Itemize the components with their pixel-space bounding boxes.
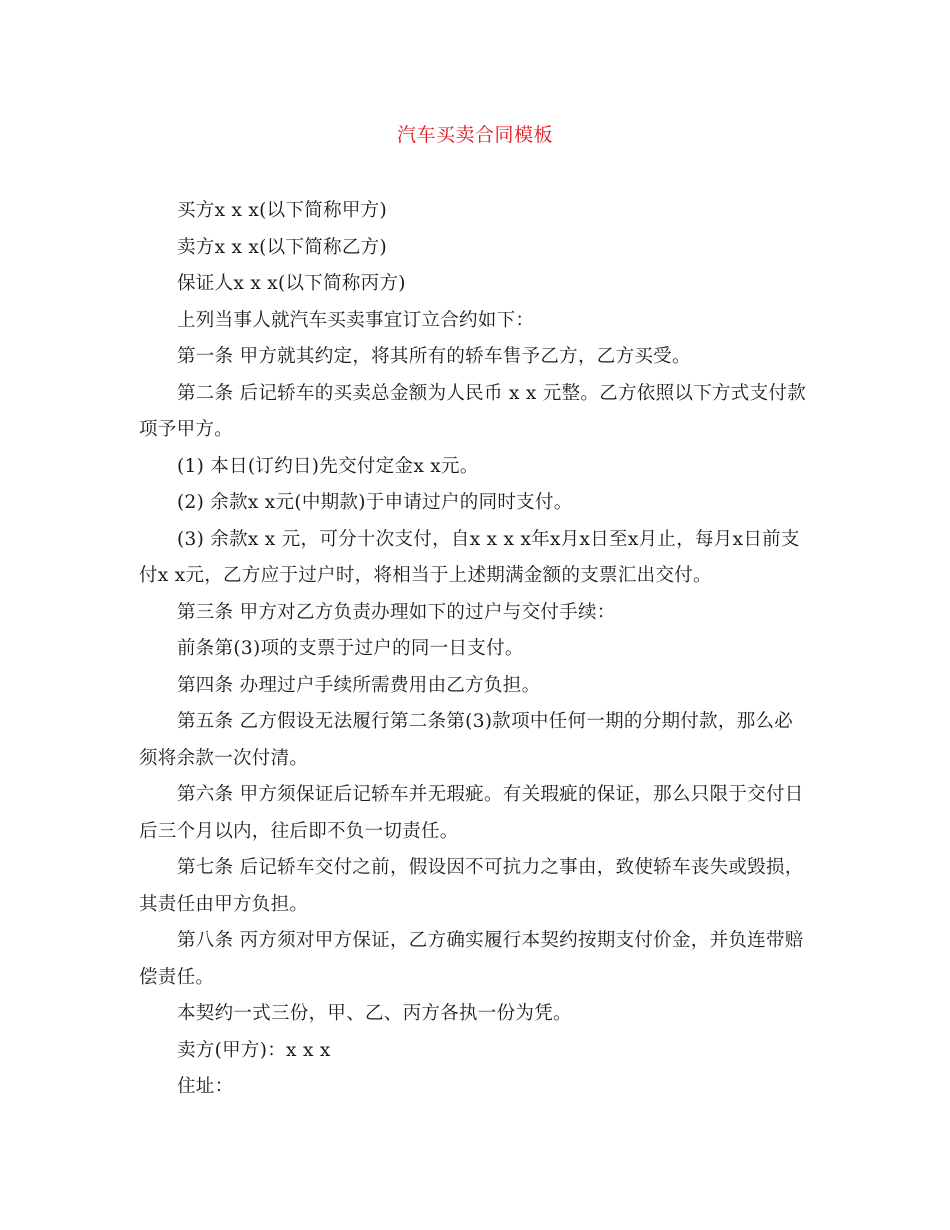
paragraph-article-4: 第四条 办理过户手续所需费用由乙方负担。 [177,674,541,696]
paragraph-copies: 本契约一式三份，甲、乙、丙方各执一份为凭。 [177,1003,572,1024]
paragraph-article-2: 第二条 后记轿车的买卖总金额为人民币 x x 元整。乙方依照以下方式支付款项予甲方。 [139,382,806,440]
document-title: 汽车买卖合同模板 [396,124,553,146]
paragraph-item-1: (1) 本日(订约日)先交付定金x x元。 [177,455,479,477]
paragraph-article-3-detail: 前条第(3)项的支票于过户的同一日支付。 [177,638,524,659]
paragraph-preamble: 上列当事人就汽车买卖事宜订立合约如下： [177,309,535,331]
paragraph-item-2: (2) 余款x x元(中期款)于申请过户的同时支付。 [177,492,573,513]
paragraph-seller: 卖方x x x(以下简称乙方) [177,236,387,258]
paragraph-address: 住址： [177,1076,234,1097]
paragraph-item-3: (3) 余款x x 元，可分十次支付，自x x x x年x月x日至x月止，每月x日前支付x x元，乙方应于过户时，将相当于上述期满金额的支票汇出交付。 [139,528,800,586]
paragraph-signature-seller: 卖方(甲方)：x x x [177,1039,331,1061]
paragraph-buyer: 买方x x x(以下简称甲方) [177,200,387,221]
paragraph-article-5: 第五条 乙方假设无法履行第二条第(3)款项中任何一期的分期付款，那么必须将余款一次付清。 [139,711,794,769]
paragraph-article-1: 第一条 甲方就其约定，将其所有的轿车售予乙方，乙方买受。 [177,346,691,367]
paragraph-article-6: 第六条 甲方须保证后记轿车并无瑕疵。有关瑕疵的保证，那么只限于交付日后三个月以内，往后即不负一切责任。 [139,784,804,842]
paragraph-article-8: 第八条 丙方须对甲方保证，乙方确实履行本契约按期支付价金，并负连带赔偿责任。 [139,930,804,988]
paragraph-article-7: 第七条 后记轿车交付之前，假设因不可抗力之事由，致使轿车丧失或毁损，其责任由甲方负担。 [139,857,804,915]
paragraph-guarantor: 保证人x x x(以下简称丙方) [177,273,406,294]
document-body [139,193,811,1106]
paragraph-article-3: 第三条 甲方对乙方负责办理如下的过户与交付手续： [177,601,616,623]
